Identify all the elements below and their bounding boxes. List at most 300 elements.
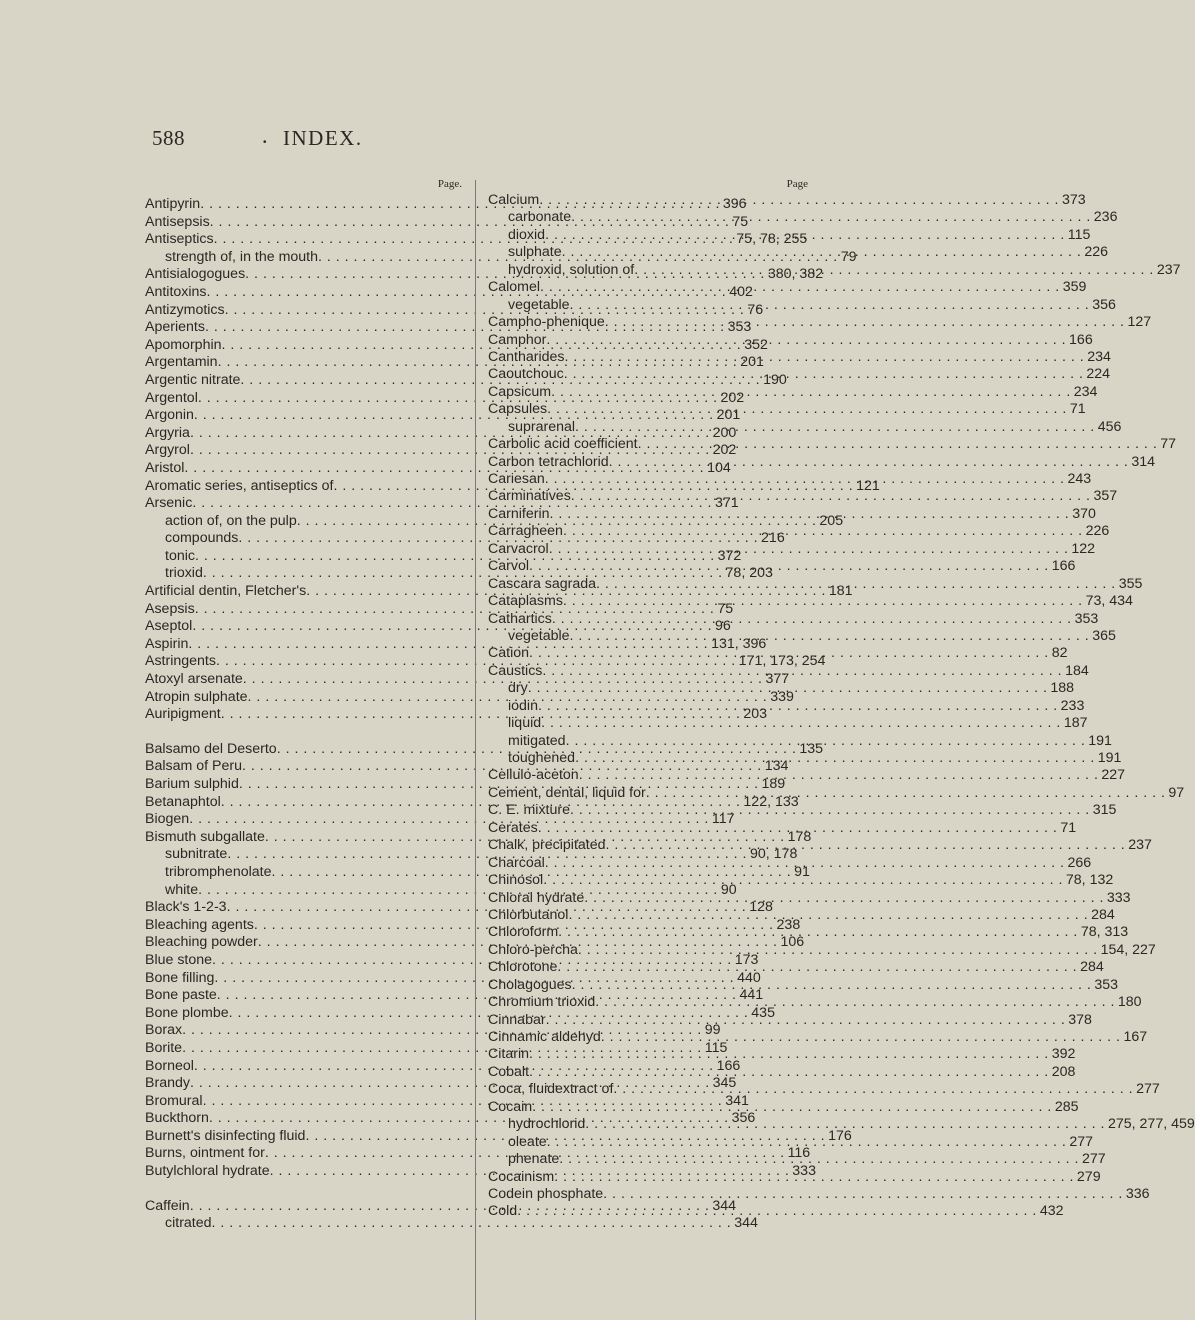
entry-pages: 96 — [715, 618, 731, 635]
entry-pages: 79 — [840, 248, 857, 265]
dot-leader — [585, 1116, 1105, 1133]
entry-term: Cantharides — [488, 348, 565, 365]
entry-term: Argentic nitrate — [145, 371, 241, 388]
index-entry — [488, 1098, 1079, 1116]
entry-pages: 370 — [1072, 505, 1096, 522]
page-column-label: Page. — [437, 178, 462, 190]
entry-pages: 356 — [1092, 296, 1116, 313]
entry-term: Cholagogues — [488, 976, 572, 993]
entry-term: action of, on the pulp — [165, 512, 297, 529]
entry-term: Bleaching powder — [145, 934, 258, 951]
entry-term: Carniferin — [488, 505, 550, 522]
entry-term: Cold — [488, 1203, 518, 1220]
dot-leader — [545, 855, 1065, 872]
index-entry — [488, 1046, 1076, 1063]
dot-leader — [579, 767, 1099, 784]
entry-term: Atropin sulphate — [145, 688, 248, 705]
entry-pages: 99 — [704, 1022, 721, 1039]
index-entry — [488, 314, 1152, 331]
dot-leader — [596, 576, 1116, 593]
index-entry — [488, 680, 1075, 697]
dot-leader — [542, 663, 1062, 680]
index-entry — [488, 488, 1118, 505]
entry-pages: 203 — [743, 706, 768, 723]
dot-leader — [609, 454, 1129, 471]
entry-term: Bone plombe — [145, 1004, 229, 1021]
entry-pages: 356 — [731, 1110, 756, 1127]
index-entry — [488, 872, 1114, 889]
index-entry — [488, 906, 1115, 924]
entry-pages: 432 — [1039, 1203, 1064, 1220]
entry-term: Biogen — [145, 811, 190, 828]
entry-term: dioxid — [508, 226, 546, 243]
dot-leader — [529, 558, 1049, 575]
index-entry — [488, 610, 1099, 628]
index-entry — [488, 366, 1111, 383]
dot-leader — [529, 1064, 1049, 1081]
entry-term: Antisialogogues — [145, 266, 246, 283]
entry-pages: 127 — [1127, 314, 1152, 331]
entry-term: Chlorbutanol — [488, 906, 569, 923]
entry-term: Coca, fluidextract of — [488, 1081, 614, 1098]
entry-pages: 456 — [1097, 418, 1122, 435]
entry-term: Bone paste — [145, 987, 217, 1004]
page-title: INDEX. — [283, 126, 363, 150]
entry-pages: 233 — [1060, 697, 1085, 714]
page-column-label: Page — [786, 178, 808, 190]
entry-term: vegetable — [508, 627, 570, 644]
index-entry — [488, 418, 1122, 436]
dot-leader — [570, 802, 1090, 819]
entry-pages: 117 — [711, 811, 735, 828]
entry-term: Arsenic — [145, 495, 193, 512]
index-entry — [488, 1151, 1106, 1168]
index-entry — [488, 296, 1116, 314]
entry-term: carbonate — [508, 209, 572, 226]
entry-pages: 377 — [765, 671, 790, 688]
page-number: 588 — [152, 126, 185, 150]
entry-term: Cocainism — [488, 1168, 555, 1185]
index-entry — [488, 540, 1096, 558]
entry-pages: 336 — [1125, 1185, 1150, 1202]
entry-term: Betanaphtol — [145, 793, 221, 810]
entry-term: Chloro-percha — [488, 941, 578, 958]
entry-term: Borax — [145, 1022, 183, 1039]
entry-pages: 201 — [740, 354, 764, 371]
entry-term: Aristol — [145, 459, 185, 476]
index-entry — [488, 802, 1117, 819]
entry-pages: 279 — [1076, 1168, 1101, 1185]
index-entry — [488, 959, 1104, 976]
entry-term: tribromphenolate — [165, 863, 272, 880]
entry-term: Butylchloral hydrate — [145, 1163, 270, 1180]
dot-leader — [570, 297, 1090, 314]
entry-term: citrated — [165, 1215, 212, 1232]
entry-term: oleate — [508, 1133, 547, 1150]
entry-term: Chalk, precipitated — [488, 837, 606, 854]
dot-leader — [529, 645, 1049, 662]
entry-pages: 122 — [1071, 540, 1096, 557]
index-entry — [488, 348, 1111, 366]
entry-pages: 224 — [1086, 366, 1111, 383]
entry-pages: 115 — [704, 1039, 728, 1056]
entry-pages: 173 — [734, 951, 759, 968]
entry-term: Campho-phenique — [488, 314, 605, 331]
dot-leader — [559, 1151, 1079, 1168]
entry-term: Asepsis — [145, 600, 195, 617]
entry-pages: 277 — [1136, 1081, 1160, 1098]
entry-pages: 441 — [739, 987, 764, 1004]
entry-term: dry — [508, 680, 528, 697]
index-entry — [488, 1116, 1195, 1133]
entry-pages: 202 — [712, 442, 737, 459]
entry-pages: 277 — [1069, 1133, 1094, 1150]
entry-term: Cathartics — [488, 610, 552, 627]
entry-pages: 180 — [1117, 994, 1142, 1011]
entry-term: Burns, ointment for — [145, 1145, 265, 1162]
entry-pages: 71 — [1069, 401, 1086, 418]
entry-pages: 90, 178 — [750, 846, 798, 863]
entry-pages: 73, 434 — [1085, 593, 1133, 610]
entry-term: Buckthorn — [145, 1110, 209, 1127]
entry-pages: 166 — [1051, 558, 1076, 575]
dot-leader — [578, 942, 1098, 959]
dot-leader — [554, 1169, 1074, 1186]
entry-term: Bromural — [145, 1092, 203, 1109]
entry-term: Aromatic series, antiseptics of — [145, 477, 334, 494]
dot-leader — [545, 471, 1065, 488]
dot-leader — [538, 820, 1058, 837]
entry-term: Chloroform — [488, 924, 559, 941]
index-entry — [488, 1185, 1150, 1203]
dot-leader — [529, 1046, 1049, 1063]
entry-pages: 266 — [1067, 854, 1092, 871]
entry-term: Atoxyl arsenate — [145, 671, 243, 688]
dot-leader — [601, 1029, 1121, 1046]
entry-term: Brandy — [145, 1075, 190, 1092]
entry-pages: 115 — [1067, 226, 1091, 243]
index-entry — [488, 558, 1076, 575]
entry-term: Astringents — [145, 653, 216, 670]
entry-pages: 378 — [1068, 1011, 1092, 1028]
entry-pages: 154, 227 — [1100, 941, 1156, 958]
entry-term: white — [165, 881, 199, 898]
dot-leader — [634, 262, 1154, 279]
entry-term: Antipyrin — [145, 196, 201, 212]
entry-pages: 121 — [856, 477, 880, 494]
entry-pages: 359 — [1062, 279, 1087, 296]
entry-term: trioxid — [165, 565, 203, 582]
dot-leader — [552, 611, 1072, 628]
entry-pages: 357 — [1093, 488, 1118, 505]
entry-term: mitigated — [508, 732, 566, 749]
dot-leader — [571, 488, 1091, 505]
entry-pages: 402 — [729, 283, 753, 300]
index-entry — [488, 453, 1156, 471]
entry-pages: 71 — [1060, 819, 1077, 836]
dot-leader — [549, 541, 1069, 558]
entry-pages: 91 — [794, 863, 810, 880]
index-entry — [488, 941, 1156, 959]
entry-term: Carragheen — [488, 523, 563, 540]
entry-pages: 128 — [749, 899, 773, 916]
dot-leader — [565, 349, 1085, 366]
entry-pages: 116 — [787, 1145, 811, 1162]
index-entry — [488, 627, 1116, 645]
entry-pages: 353 — [1094, 976, 1118, 993]
entry-pages: 237 — [1156, 261, 1181, 278]
entry-term: tonic — [165, 547, 195, 564]
entry-pages: 236 — [1093, 209, 1118, 226]
entry-term: Aspirin — [145, 635, 189, 652]
entry-term: Cation — [488, 645, 530, 662]
entry-term: Antisepsis — [145, 213, 210, 230]
dot-leader — [540, 279, 1060, 296]
dot-leader — [558, 924, 1078, 941]
header-bullet: • — [263, 137, 267, 148]
entry-pages: 352 — [744, 336, 768, 353]
entry-term: Calomel — [488, 279, 541, 296]
entry-term: Cocain — [488, 1098, 533, 1115]
dot-leader — [563, 523, 1083, 540]
entry-term: liquid — [508, 715, 542, 732]
index-entry — [488, 593, 1133, 610]
column-head — [488, 178, 808, 192]
entry-pages: 226 — [1084, 244, 1108, 261]
index-entry — [488, 1063, 1076, 1081]
entry-term: compounds — [165, 530, 239, 547]
entry-pages: 200 — [712, 424, 737, 441]
index-entry — [488, 1081, 1160, 1098]
entry-term: Chromium trioxid — [488, 994, 596, 1011]
entry-term: hydroxid, solution of — [508, 261, 635, 278]
entry-pages: 243 — [1067, 471, 1092, 487]
entry-term: Camphor — [488, 331, 547, 348]
entry-pages: 171, 173, 254 — [738, 653, 826, 670]
index-entry — [488, 383, 1098, 401]
entry-term: Capsicum — [488, 383, 552, 400]
entry-term: Burnett's disinfecting fluid — [145, 1127, 306, 1144]
entry-term: Borite — [145, 1039, 183, 1056]
entry-term: Cement, dental, liquid for — [488, 784, 646, 801]
dot-leader — [605, 314, 1125, 331]
entry-term: phenate — [508, 1151, 560, 1168]
entry-pages: 187 — [1063, 715, 1088, 732]
entry-pages: 392 — [1051, 1046, 1076, 1063]
entry-term: Antitoxins — [145, 283, 207, 300]
index-entry — [488, 401, 1086, 418]
index-entry — [488, 261, 1181, 279]
dot-leader — [539, 192, 1059, 209]
entry-pages: 176 — [828, 1127, 852, 1144]
entry-term: Cariesan — [488, 471, 545, 487]
entry-pages: 208 — [1051, 1063, 1076, 1080]
entry-term: Cataplasms — [488, 593, 563, 610]
index-entry — [488, 436, 1177, 453]
entry-term: Carvol — [488, 558, 529, 575]
entry-pages: 104 — [707, 459, 731, 476]
entry-pages: 396 — [722, 196, 747, 212]
entry-pages: 373 — [1061, 192, 1086, 208]
index-entry — [488, 279, 1087, 296]
entry-term: Chloral hydrate — [488, 889, 585, 906]
entry-pages: 355 — [1118, 575, 1143, 592]
entry-term: strength of, in the mouth — [165, 248, 319, 265]
dot-leader — [550, 506, 1070, 523]
entry-pages: 284 — [1080, 959, 1104, 976]
dot-leader — [568, 907, 1088, 924]
entry-term: Antizymotics — [145, 301, 225, 318]
entry-term: Antiseptics — [145, 231, 214, 248]
dot-leader — [575, 419, 1095, 436]
entry-pages: 234 — [1073, 383, 1098, 400]
entry-pages: 78, 203 — [725, 565, 773, 582]
dot-leader — [603, 1186, 1123, 1203]
entry-pages: 202 — [720, 389, 745, 406]
dot-leader — [545, 227, 1065, 244]
entry-term: Aseptol — [145, 618, 193, 635]
entry-pages: 131, 396 — [711, 635, 767, 652]
dot-leader — [564, 366, 1084, 383]
entry-pages: 227 — [1101, 767, 1126, 784]
entry-term: Argyrol — [145, 442, 190, 459]
entry-term: Auripigment — [145, 706, 221, 723]
entry-pages: 353 — [1074, 610, 1099, 627]
entry-pages: 440 — [737, 969, 761, 986]
entry-pages: 345 — [712, 1075, 737, 1092]
entry-term: Caoutchouc — [488, 366, 564, 383]
dot-leader — [546, 332, 1066, 349]
dot-leader — [538, 698, 1058, 715]
entry-term: Argentol — [145, 389, 198, 406]
index-entry — [488, 994, 1142, 1011]
entry-pages: 75 — [717, 600, 734, 617]
entry-term: subnitrate — [165, 846, 228, 863]
dot-leader — [557, 959, 1077, 976]
entry-pages: 97 — [1168, 784, 1185, 801]
entry-term: Balsam of Peru — [145, 758, 242, 775]
entry-term: Chlorotone — [488, 959, 558, 976]
entry-term: Carbon tetrachlorid — [488, 453, 609, 470]
entry-term: C. E. mixture — [488, 802, 570, 819]
entry-pages: 339 — [770, 688, 794, 705]
dot-leader — [613, 1081, 1133, 1098]
entry-pages: 341 — [725, 1092, 749, 1109]
entry-pages: 226 — [1085, 523, 1110, 540]
entry-term: Apomorphin — [145, 336, 222, 353]
dot-leader — [532, 1099, 1052, 1116]
index-entry — [488, 331, 1093, 349]
dot-leader — [551, 384, 1071, 401]
entry-term: Aperients — [145, 319, 205, 336]
entry-term: Chinosol — [488, 872, 544, 889]
index-entry — [488, 924, 1129, 941]
entry-pages: 122, 133 — [743, 793, 799, 810]
entry-pages: 90 — [720, 881, 737, 898]
entry-term: iodin — [508, 697, 538, 714]
entry-term: Barium sulphid — [145, 776, 239, 792]
dot-leader — [584, 890, 1104, 907]
entry-term: Bleaching agents — [145, 916, 254, 933]
entry-term: Caustics — [488, 662, 543, 679]
entry-pages: 277 — [1081, 1151, 1106, 1168]
entry-pages: 285 — [1054, 1098, 1079, 1115]
entry-pages: 380, 382 — [767, 266, 824, 283]
entry-term: Cinnamic aldehyd — [488, 1029, 601, 1045]
entry-pages: 371 — [715, 495, 739, 512]
entry-pages: 106 — [780, 934, 805, 951]
dot-leader — [571, 209, 1091, 226]
entry-term: Carbolic acid coefficient — [488, 436, 638, 453]
dot-leader — [541, 715, 1061, 732]
entry-term: Calcium — [488, 192, 540, 208]
entry-pages: 135 — [799, 740, 824, 757]
entry-pages: 188 — [1050, 680, 1075, 697]
entry-pages: 333 — [792, 1163, 816, 1180]
dot-leader — [572, 977, 1092, 994]
entry-term: Caffein — [145, 1197, 190, 1214]
entry-pages: 78, 132 — [1065, 872, 1114, 889]
dot-leader — [528, 680, 1048, 697]
index-entry — [488, 209, 1118, 226]
entry-term: sulphate — [508, 244, 562, 261]
index-entry — [488, 192, 1086, 209]
index-entry — [488, 715, 1088, 732]
entry-term: Cerates — [488, 819, 538, 836]
index-entry — [488, 1011, 1092, 1029]
entry-term: Bismuth subgallate — [145, 828, 265, 845]
dot-leader — [547, 1134, 1067, 1151]
entry-pages: 284 — [1091, 906, 1115, 923]
entry-pages: 275, 277, 459 — [1107, 1116, 1195, 1133]
entry-pages: 205 — [819, 512, 844, 529]
dot-leader — [575, 750, 1095, 767]
dot-leader — [546, 1012, 1066, 1029]
entry-pages: 181 — [828, 583, 853, 600]
entry-term: Cellulo-aceton — [488, 767, 579, 784]
entry-term: Blue stone — [145, 951, 213, 968]
page-header — [0, 126, 800, 166]
entry-term: Codein phosphate — [488, 1185, 604, 1202]
entry-term: Charcoal — [488, 854, 545, 871]
entry-pages: 75, 78, 255 — [736, 231, 808, 248]
column-divider — [475, 180, 476, 1320]
index-entry — [488, 226, 1091, 244]
index-entry — [488, 1029, 1148, 1046]
entry-term: Black's 1-2-3 — [145, 899, 227, 916]
entry-pages: 189 — [761, 776, 786, 792]
entry-pages: 201 — [716, 407, 741, 424]
entry-pages: 76 — [747, 301, 764, 318]
dot-leader — [566, 733, 1086, 750]
entry-pages: 75 — [732, 213, 749, 230]
entry-pages: 333 — [1106, 889, 1131, 906]
entry-term: Argyria — [145, 424, 190, 441]
entry-pages: 314 — [1131, 453, 1156, 470]
entry-pages: 315 — [1092, 802, 1117, 819]
dot-leader — [595, 994, 1115, 1011]
entry-term: Argentamin — [145, 354, 218, 371]
entry-pages: 372 — [717, 547, 742, 564]
entry-pages: 166 — [1069, 331, 1093, 348]
entry-pages: 435 — [751, 1004, 775, 1021]
entry-term: Carvacrol — [488, 540, 549, 557]
entry-pages: 344 — [734, 1215, 758, 1232]
index-entry — [488, 750, 1122, 767]
dot-leader — [563, 593, 1083, 610]
entry-pages: 191 — [1088, 732, 1112, 749]
entry-pages: 184 — [1065, 662, 1089, 679]
